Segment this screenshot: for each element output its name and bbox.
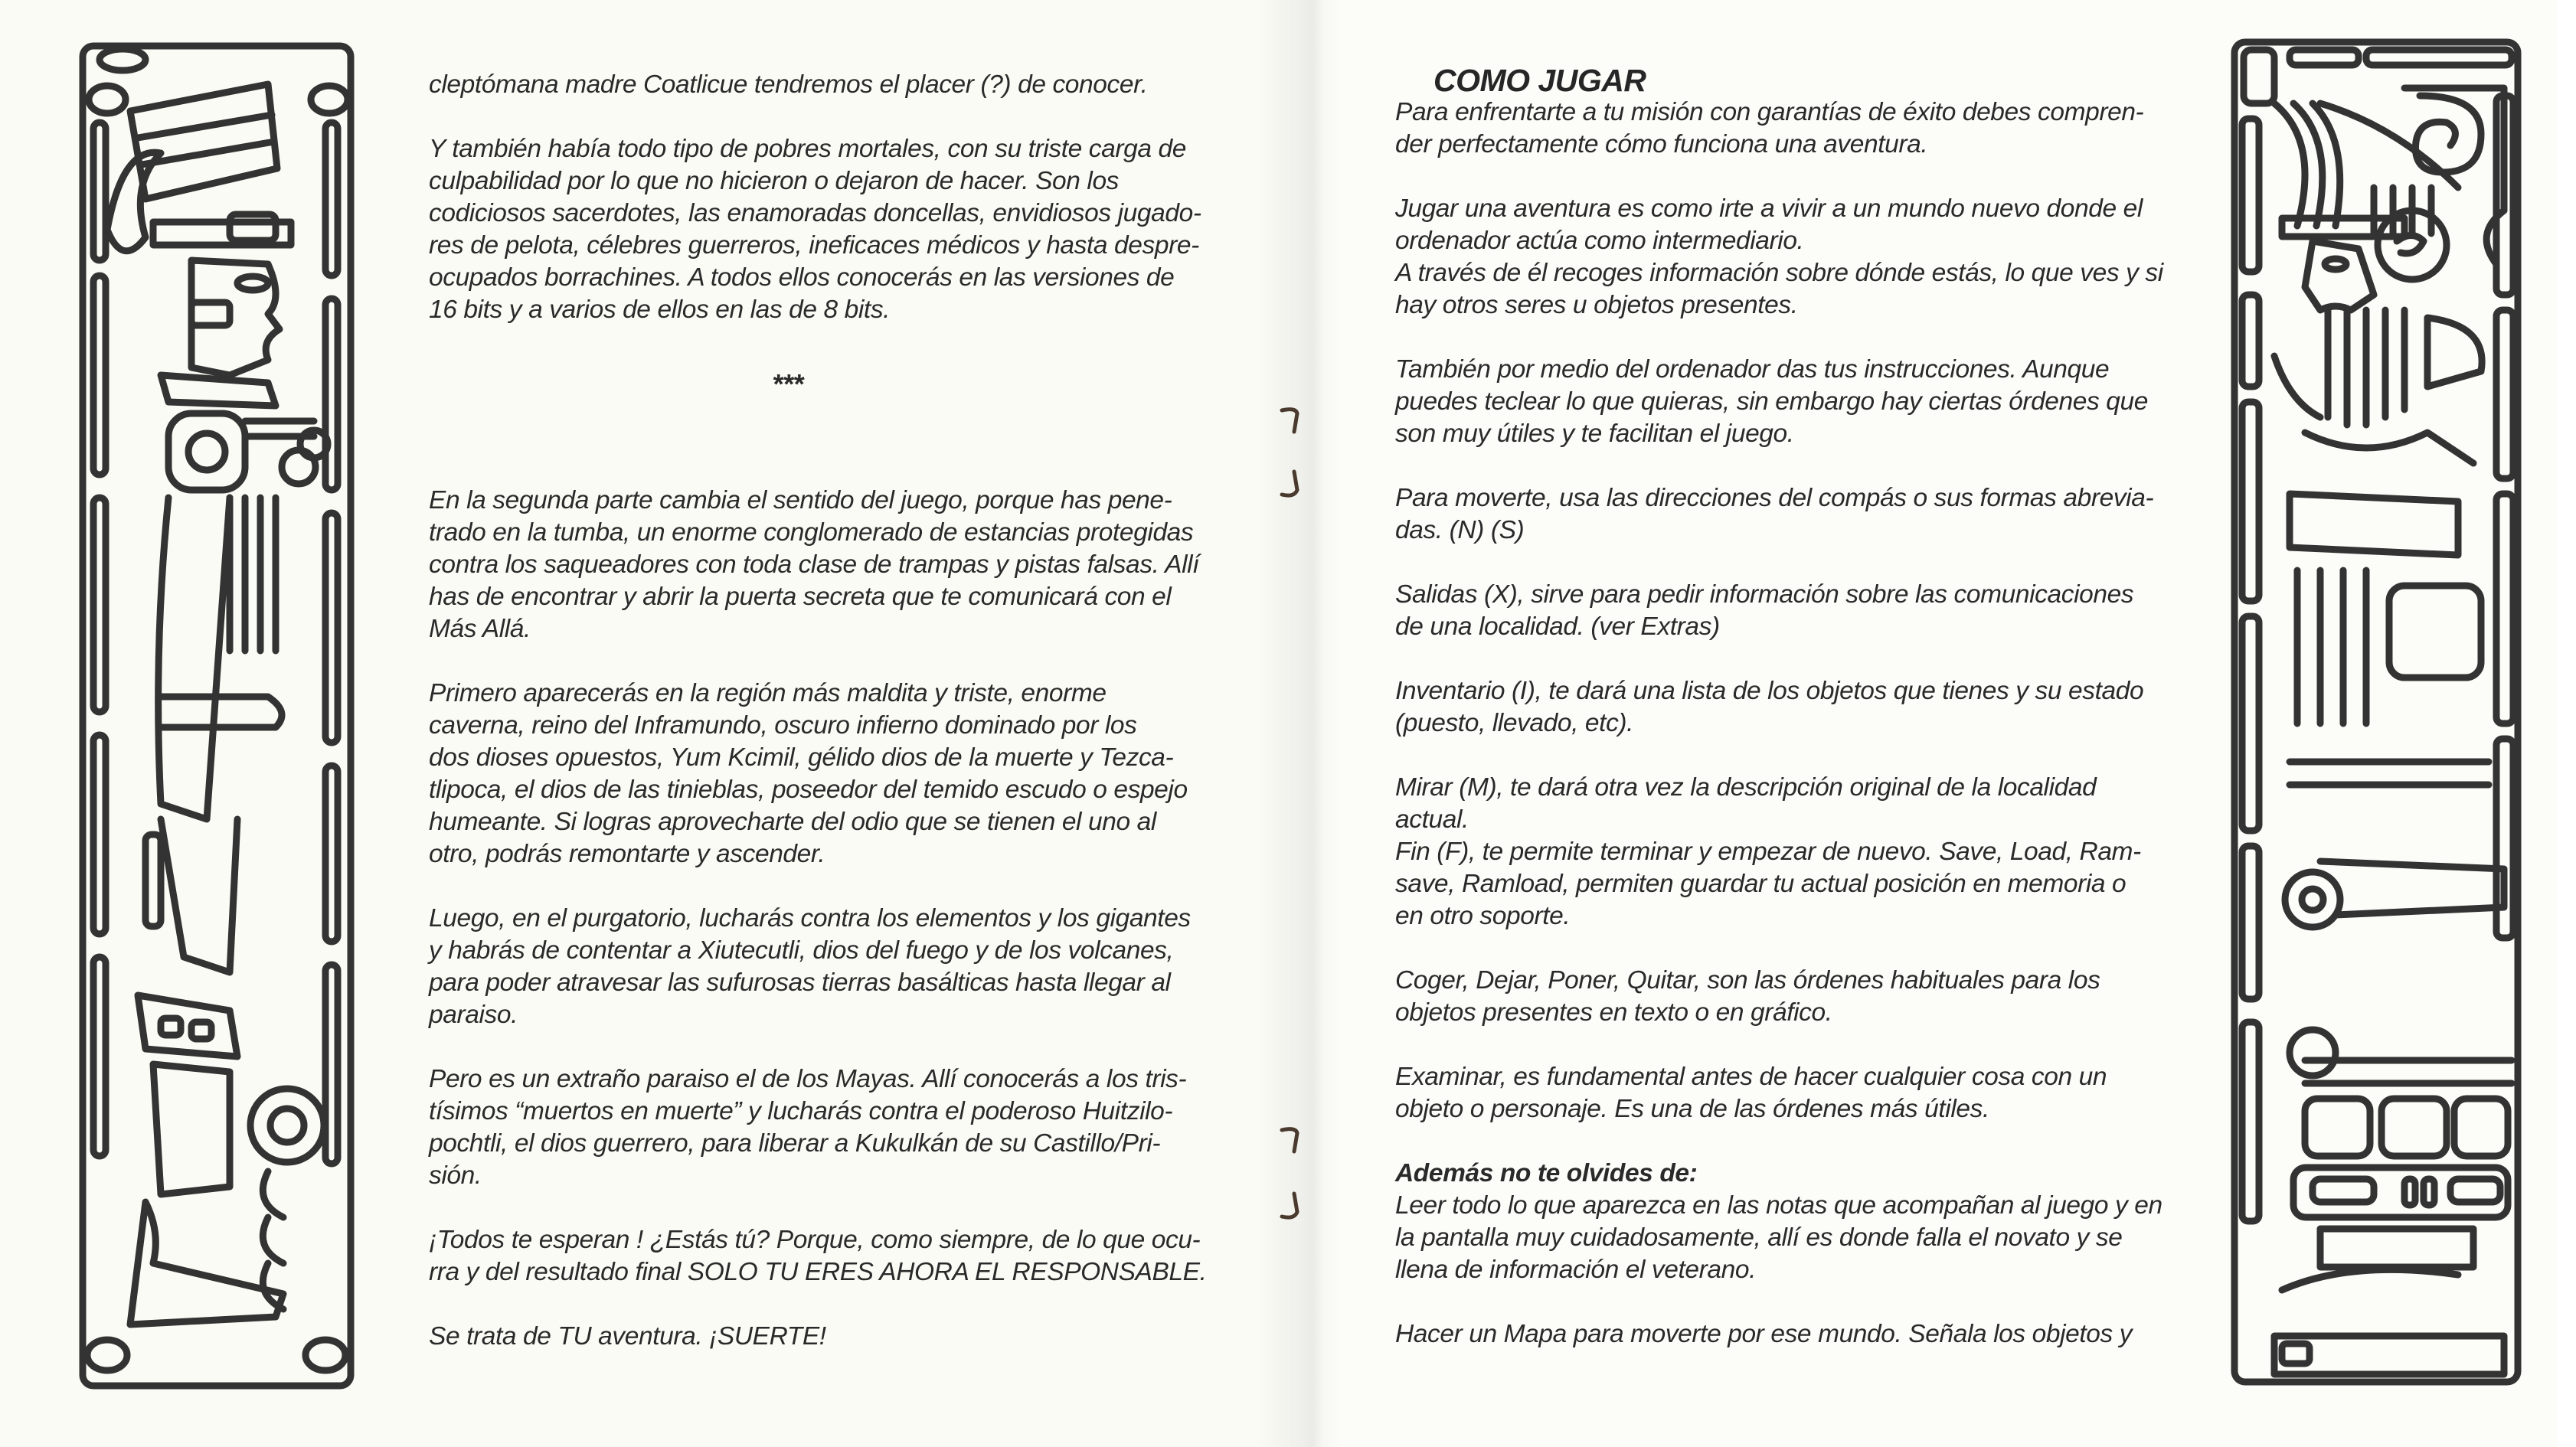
left-page-text xyxy=(429,69,1256,1353)
tip-paragraph: Hacer un Mapa para moverte por ese mundo. Señala los objetos y xyxy=(1395,1320,2133,1348)
paragraph: ¡Todos te esperan ! ¿Estás tú? Porque, como siempre, de lo que ocu- rra y del resultado final SOLO TU ERES AHORA EL RESPONSABLE. xyxy=(429,1226,1207,1286)
paragraph: Examinar, es fundamental antes de hacer cualquier cosa con un objeto o personaje. Es una de las órdenes más útiles. xyxy=(1395,1063,2107,1123)
paragraph: Para enfrentarte a tu misión con garantías de éxito debes compren- der perfectamente cómo funciona una aventura. xyxy=(1395,98,2144,158)
staple-icon xyxy=(1277,1191,1303,1221)
paragraph: Primero aparecerás en la región más maldita y triste, enorme caverna, reino del Inframundo, oscuro infierno dominado por los dos dioses opuestos, Yum Kcimil, gélido dios de la muerte y Tezca- tlipoca, el dios de las tinieblas, poseedor del temido escudo o espejo humeante. Si logras aprovecharte del odio que se tienen el uno al otro, podrás remontarte y ascender. xyxy=(429,679,1188,868)
paragraph: Inventario (I), te dará una lista de los objetos que tienes y su estado (puesto, llevado, etc). xyxy=(1395,677,2144,737)
paragraph: Coger, Dejar, Poner, Quitar, son las órdenes habituales para los objetos presentes en texto o en gráfico. xyxy=(1395,966,2100,1027)
paragraph: Jugar una aventura es como irte a vivir a un mundo nuevo donde el ordenador actúa como intermediario. A través de él recoges información sobre dónde estás, lo que ves y si hay otros seres u objetos presentes. xyxy=(1395,194,2163,319)
section-heading: COMO JUGAR xyxy=(1433,63,1646,98)
right-page-text xyxy=(1395,96,2222,1351)
staple-icon xyxy=(1277,469,1303,499)
staple-icon xyxy=(1277,406,1303,436)
paragraph: Para moverte, usa las direcciones del compás o sus formas abrevia- das. (N) (S) xyxy=(1395,484,2154,544)
paragraph: En la segunda parte cambia el sentido del juego, porque has pene- trado en la tumba, un enorme conglomerado de estancias protegidas contra los saqueadores con toda clase de trampas y pistas falsas. Allí has de encontrar y abrir la puerta secreta que te comunicará con el Más Allá. xyxy=(429,486,1200,643)
paragraph: Y también había todo tipo de pobres mortales, con su triste carga de culpabilidad por lo que no hicieron o dejaron de hacer. Son los codiciosos sacerdotes, las enamoradas doncellas, envidiosos jugado- res de pelota, célebres guerreros, ineficaces médicos y hasta despre- ocupados borrachines. A todos ellos conocerás en las versiones de 16 bits y a varios de ellos en las de 8 bits. xyxy=(429,135,1201,324)
section-divider: *** xyxy=(773,368,805,400)
paragraph: Luego, en el purgatorio, lucharás contra los elementos y los gigantes y habrás de contentar a Xiutecutli, dios del fuego y de los volcanes, para poder atravesar las sufurosas tierras basálticas hasta llegar al paraiso. xyxy=(429,904,1191,1029)
tip-paragraph: Leer todo lo que aparezca en las notas que acompañan al juego y en la pantalla muy cuidadosamente, allí es donde falla el novato y se llena de información el veterano. xyxy=(1395,1191,2162,1284)
paragraph: Mirar (M), te dará otra vez la descripción original de la localidad actual. Fin (F), te permite terminar y empezar de nuevo. Save, Load, Ram- save, Ramload, permiten guardar tu actual posición en memoria o en otro soporte. xyxy=(1395,773,2141,930)
paragraph: Se trata de TU aventura. ¡SUERTE! xyxy=(429,1322,826,1351)
staple-icon xyxy=(1277,1125,1303,1156)
mayan-figure-icon xyxy=(77,38,357,1393)
mayan-border-right-illustration xyxy=(2228,34,2522,1390)
paragraph: Pero es un extraño paraiso el de los Mayas. Allí conocerás a los tris- tísimos “muertos en muerte” y lucharás contra el poderoso Huitzilo- pochtli, el dios guerrero, para liberar a Kukulkán de su Castillo/Pri- sión. xyxy=(429,1065,1187,1190)
paragraph: Salidas (X), sirve para pedir información sobre las comunicaciones de una localidad. (ver Extras) xyxy=(1395,580,2134,641)
mayan-border-left-illustration xyxy=(77,38,357,1393)
paragraph: También por medio del ordenador das tus instrucciones. Aunque puedes teclear lo que quieras, sin embargo hay ciertas órdenes que son muy útiles y te facilitan el juego. xyxy=(1395,355,2148,448)
paragraph: cleptómana madre Coatlicue tendremos el placer (?) de conocer. xyxy=(429,70,1148,99)
scan-edge xyxy=(2558,0,2576,1447)
mayan-figure-icon xyxy=(2228,34,2522,1390)
tips-subheading: Además no te olvides de: xyxy=(1395,1159,1698,1187)
